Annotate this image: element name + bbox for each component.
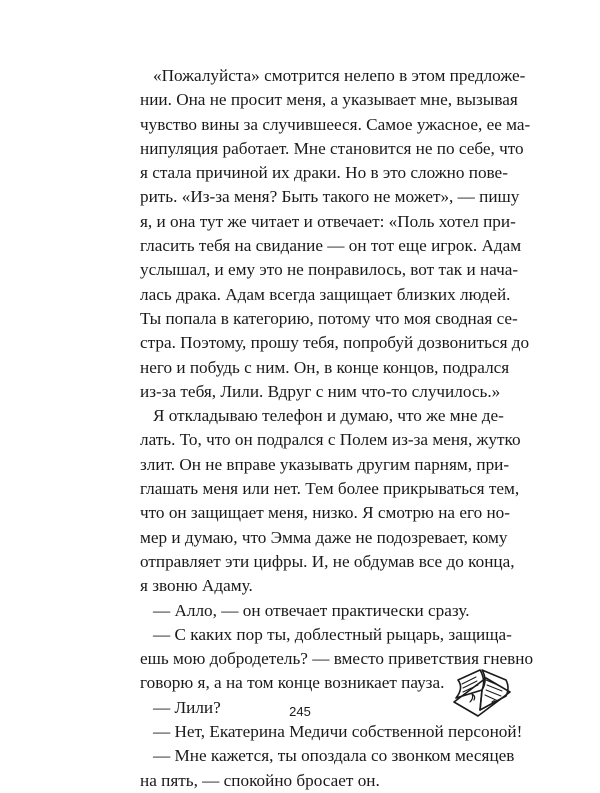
text-line: нии. Она не просит меня, а указывает мне, вызывая xyxy=(140,90,518,110)
text-line: — Алло, — он отвечает практически сразу. xyxy=(153,600,470,620)
text-line: отправляет эти цифры. И, не обдумав все до конца, xyxy=(140,551,515,571)
text-line: рить. «Из-за меня? Быть такого не может», — пишу xyxy=(140,187,520,207)
text-line: говорю я, а на том конце возникает пауза. xyxy=(140,673,445,693)
text-line: лать. То, что он подрался с Полем из-за меня, жутко xyxy=(140,430,521,450)
text-line: нипуляция работает. Мне становится не по себе, что xyxy=(140,138,524,158)
text-line: из-за тебя, Лили. Вдруг с ним что-то случилось.» xyxy=(140,381,501,401)
text-line: — Лили? xyxy=(153,697,221,717)
text-line: стра. Поэтому, прошу тебя, попробуй дозвониться до xyxy=(140,333,530,353)
text-line: — С каких пор ты, доблестный рыцарь, защища- xyxy=(153,624,512,644)
page-number: 245 xyxy=(289,704,311,719)
open-book-icon xyxy=(448,658,516,726)
text-line: Ты попала в категорию, потому что моя сводная се- xyxy=(140,308,518,328)
text-line: злит. Он не вправе указывать другим парням, при- xyxy=(140,454,510,474)
text-line: на пять, — спокойно бросает он. xyxy=(140,770,380,790)
body-text xyxy=(140,64,534,793)
text-line: него и побудь с ним. Он, в конце концов, подрался xyxy=(140,357,510,377)
text-line: глашать меня или нет. Тем более прикрываться тем, xyxy=(140,479,520,499)
text-line: — Мне кажется, ты опоздала со звонком месяцев xyxy=(153,746,515,766)
text-line: я стала причиной их драки. Но в это сложно пове- xyxy=(140,163,508,183)
text-line: чувство вины за случившееся. Самое ужасное, ее ма- xyxy=(140,114,531,134)
text-line: я, и она тут же читает и отвечает: «Поль хотел при- xyxy=(140,211,516,231)
text-line: «Пожалуйста» смотрится нелепо в этом предложе- xyxy=(153,66,526,85)
text-line: я звоню Адаму. xyxy=(140,576,253,596)
text-line: мер и думаю, что Эмма даже не подозревает, кому xyxy=(140,527,508,547)
text-line: Я откладываю телефон и думаю, что же мне де- xyxy=(153,406,504,426)
text-line: ешь мою добродетель? — вместо приветствия гневно xyxy=(140,649,534,669)
text-line: гласить тебя на свидание — он тот еще игрок. Адам xyxy=(140,236,522,256)
text-line: лась драка. Адам всегда защищает близких людей. xyxy=(140,284,511,304)
text-line: — Нет, Екатерина Медичи собственной персоной! xyxy=(153,722,523,742)
text-line: услышал, и ему это не понравилось, вот так и нача- xyxy=(140,260,519,280)
text-line: что он защищает меня, низко. Я смотрю на его но- xyxy=(140,503,510,523)
